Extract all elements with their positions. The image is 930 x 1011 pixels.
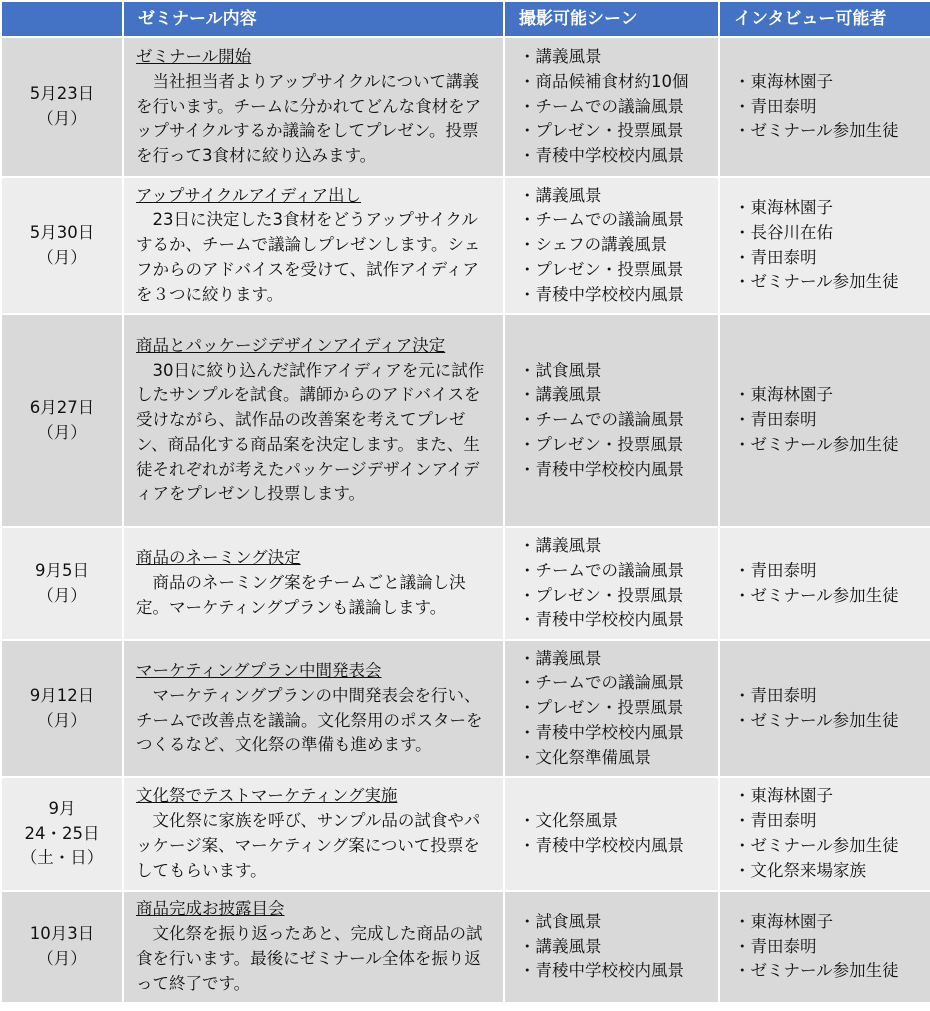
session-description: 商品のネーミング案をチームごと議論し決定。マーケティングプランも議論します。 [136, 573, 466, 617]
session-title: マーケティングプラン中間発表会 [136, 660, 382, 680]
scene-item: ・プレゼン・投票風景 [519, 259, 684, 279]
scene-item: ・プレゼン・投票風景 [519, 434, 684, 454]
session-description: 23日に決定した3食材をどうアップサイクルするか、チームで議論しプレゼンします。シェフからのアドバイスを受けて、試作アイディアを３つに絞ります。 [136, 210, 481, 304]
row-interviews [719, 640, 930, 777]
row-content [123, 777, 504, 891]
row-scenes [504, 640, 719, 777]
row-scenes [504, 891, 719, 1003]
table-header [1, 1, 930, 37]
date-line: （月） [37, 247, 87, 267]
interviewee-item: ・ゼミナール参加生徒 [734, 272, 899, 292]
session-description: 30日に絞り込んだ試作アイディアを元に試作したサンプルを試食。講師からのアドバイスを受けながら、試作品の改善案を考えてプレゼン、商品化する商品案を決定します。また、生徒それぞれが考えたパッケージデザインアイディアをプレゼンし投票します。 [136, 360, 485, 504]
scene-item: ・試食風景 [519, 360, 602, 380]
interviewee-item: ・ゼミナール参加生徒 [734, 710, 899, 730]
table-body [1, 37, 930, 1003]
table-row [1, 527, 930, 640]
row-date [1, 527, 123, 640]
session-description: マーケティングプランの中間発表会を行い、チームで改善点を議論。文化祭用のポスターをつくるなど、文化祭の準備も進めます。 [136, 685, 483, 755]
scene-item: ・チームでの議論風景 [519, 410, 684, 430]
scene-item: ・青稜中学校校内風景 [519, 961, 684, 981]
table-row [1, 891, 930, 1003]
date-line: （月） [37, 109, 87, 128]
scene-item: ・青稜中学校校内風景 [519, 722, 684, 742]
interviewee-item: ・青田泰明 [734, 811, 817, 831]
row-scenes [504, 777, 719, 891]
row-content [123, 640, 504, 777]
date-line: 9月 [48, 798, 76, 818]
session-description: 当社担当者よりアップサイクルについて講義を行います。チームに分かれてどんな食材をアップサイクルするか議論をしてプレゼン。投票を行って3食材に絞り込みます。 [136, 71, 482, 166]
date-line: （月） [37, 710, 87, 730]
interviewee-item: ・青田泰明 [734, 560, 817, 580]
interviewee-item: ・東海林園子 [734, 197, 833, 217]
scene-item: ・プレゼン・投票風景 [519, 121, 684, 141]
row-scenes [504, 177, 719, 314]
date-line: 5月30日 [29, 222, 95, 242]
interviewee-item: ・青田泰明 [734, 685, 817, 705]
table-row [1, 177, 930, 314]
interviewee-item: ・東海林園子 [734, 786, 833, 806]
interviewee-item: ・長谷川在佑 [734, 222, 833, 242]
scene-item: ・商品候補食材約10個 [519, 71, 689, 91]
interviewee-item: ・青田泰明 [734, 247, 817, 267]
table-row [1, 777, 930, 891]
interviewee-item: ・青田泰明 [734, 96, 817, 116]
interviewee-item: ・文化祭来場家族 [734, 860, 866, 880]
interviewee-item: ・ゼミナール参加生徒 [734, 585, 899, 605]
row-content [123, 37, 504, 177]
row-date [1, 640, 123, 777]
interviewee-item: ・青田泰明 [734, 410, 817, 430]
interviewee-item: ・ゼミナール参加生徒 [734, 121, 899, 141]
date-line: 24・25日 [24, 823, 100, 843]
header-interviews: インタビュー可能者 [719, 1, 930, 37]
date-line: （月） [37, 585, 87, 605]
row-content [123, 314, 504, 527]
row-scenes [504, 527, 719, 640]
row-interviews [719, 891, 930, 1003]
scene-item: ・講義風景 [519, 185, 602, 205]
session-description: 文化祭を振り返ったあと、完成した商品の試食を行います。最後にゼミナール全体を振り返って終了です。 [136, 924, 483, 993]
session-description: 文化祭に家族を呼び、サンプル品の試食やパッケージ案、マーケティング案について投票をしてもらいます。 [136, 811, 481, 880]
session-title: 商品のネーミング決定 [136, 548, 301, 568]
row-interviews [719, 37, 930, 177]
date-line: （土・日） [20, 848, 104, 868]
row-interviews [719, 527, 930, 640]
scene-item: ・講義風景 [519, 648, 602, 668]
header-scenes: 撮影可能シーン [504, 1, 719, 37]
table-row [1, 640, 930, 777]
row-content [123, 527, 504, 640]
scene-item: ・青稜中学校校内風景 [519, 284, 684, 304]
date-line: 5月23日 [29, 84, 95, 104]
date-line: 9月12日 [29, 685, 95, 705]
row-date [1, 891, 123, 1003]
header-content: ゼミナール内容 [123, 1, 504, 37]
session-title: 商品とパッケージデザインアイディア決定 [136, 335, 446, 355]
date-line: （月） [37, 422, 87, 442]
scene-item: ・プレゼン・投票風景 [519, 698, 684, 718]
scene-item: ・チームでの議論風景 [519, 210, 684, 230]
row-interviews [719, 314, 930, 527]
interviewee-item: ・ゼミナール参加生徒 [734, 836, 899, 855]
scene-item: ・文化祭風景 [519, 811, 618, 831]
scene-item: ・チームでの議論風景 [519, 673, 684, 693]
session-title: ゼミナール開始 [136, 47, 252, 66]
row-date [1, 37, 123, 177]
date-line: 9月5日 [35, 560, 89, 580]
table-row [1, 37, 930, 177]
scene-item: ・青稜中学校校内風景 [519, 146, 684, 166]
row-content [123, 891, 504, 1003]
interviewee-item: ・青田泰明 [734, 936, 817, 956]
table-row [1, 314, 930, 527]
row-date [1, 177, 123, 314]
date-line: 6月27日 [29, 397, 95, 417]
interviewee-item: ・東海林園子 [734, 911, 833, 931]
row-scenes [504, 314, 719, 527]
scene-item: ・シェフの講義風景 [519, 235, 668, 255]
scene-item: ・試食風景 [519, 911, 602, 931]
interviewee-item: ・ゼミナール参加生徒 [734, 434, 899, 454]
scene-item: ・プレゼン・投票風景 [519, 585, 684, 605]
date-line: （月） [37, 949, 87, 968]
scene-item: ・講義風景 [519, 47, 602, 66]
session-title: 商品完成お披露目会 [136, 899, 285, 919]
scene-item: ・青稜中学校校内風景 [519, 459, 684, 479]
row-date [1, 777, 123, 891]
scene-item: ・講義風景 [519, 385, 602, 405]
scene-item: ・青稜中学校校内風景 [519, 610, 684, 630]
date-line: 10月3日 [29, 924, 95, 944]
scene-item: ・チームでの議論風景 [519, 96, 684, 116]
interviewee-item: ・東海林園子 [734, 71, 833, 91]
interviewee-item: ・ゼミナール参加生徒 [734, 961, 899, 981]
session-title: 文化祭でテストマーケティング実施 [136, 786, 398, 806]
session-title: アップサイクルアイディア出し [136, 185, 362, 205]
scene-item: ・チームでの議論風景 [519, 560, 684, 580]
row-interviews [719, 177, 930, 314]
interviewee-item: ・東海林園子 [734, 385, 833, 405]
row-scenes [504, 37, 719, 177]
scene-item: ・青稜中学校校内風景 [519, 836, 684, 855]
scene-item: ・講義風景 [519, 936, 602, 956]
scene-item: ・講義風景 [519, 535, 602, 555]
row-interviews [719, 777, 930, 891]
row-content [123, 177, 504, 314]
row-date [1, 314, 123, 527]
header-date [1, 1, 123, 37]
scene-item: ・文化祭準備風景 [519, 747, 651, 767]
